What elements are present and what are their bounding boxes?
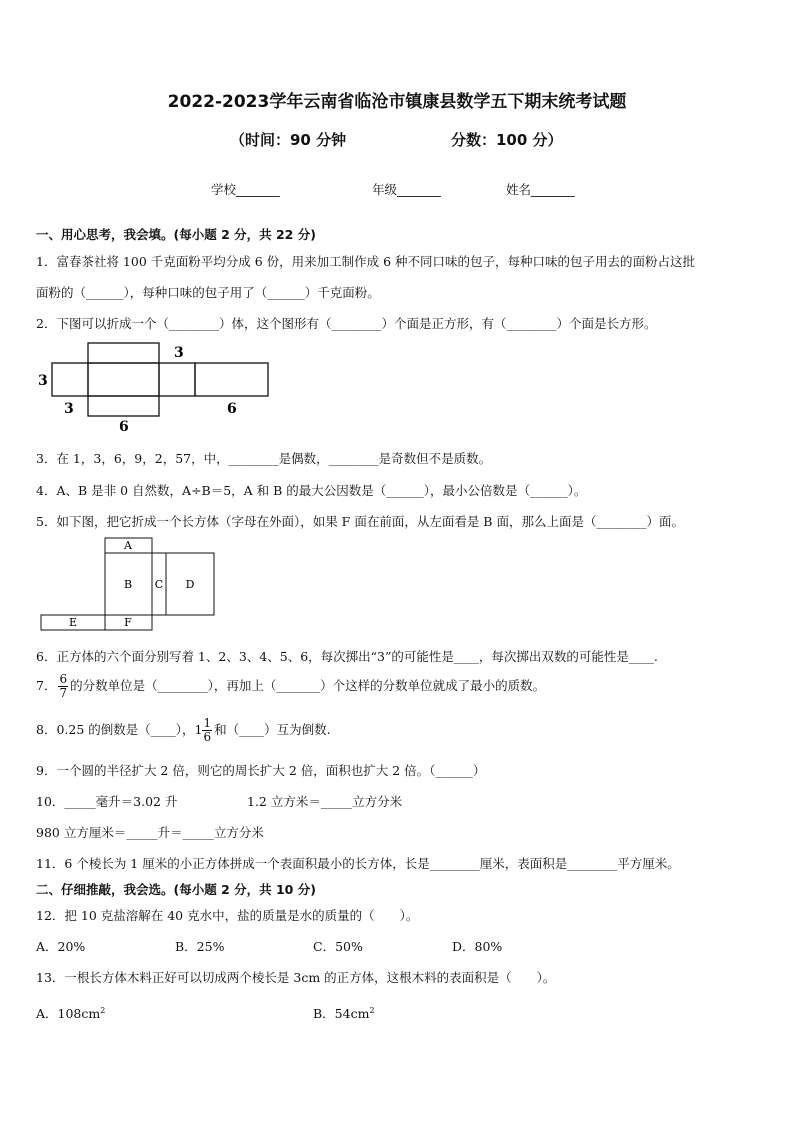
name-field: 姓名_______ [506, 182, 575, 197]
question-4-text: 4．A、B 是非 0 自然数，A÷B＝5，A 和 B 的最大公因数是（______），最小公倍数是（______）。 [36, 483, 587, 498]
question-9-text: 9．一个圆的半径扩大 2 倍，则它的周长扩大 2 倍，面积也扩大 2 倍。（______） [36, 763, 486, 778]
question-1-line-2: 面粉的（______），每种口味的包子用了（______）千克面粉。 [36, 285, 380, 300]
label-bottom-6: 6 [119, 419, 129, 435]
question-7 [36, 673, 545, 700]
question-13-option-b: B．$54cm^2$ [313, 1005, 375, 1021]
question-7-prefix: 7． [36, 678, 57, 693]
question-6-text: 6．正方体的六个面分别写着 1、2、3、4、5、6，每次掷出“3”的可能性是____，每次掷出双数的可能性是____. [36, 649, 658, 664]
section-2-heading: 二、仔细推敲，我会选。(每小题 2 分，共 10 分) [36, 882, 316, 897]
face-f-label: F [124, 616, 132, 629]
question-8-suffix: 和（____）互为倒数. [214, 722, 331, 737]
question-8 [36, 717, 331, 744]
net-left-face [52, 363, 88, 396]
face-e-label: E [68, 616, 78, 629]
question-12-option-c: C．50% [313, 939, 363, 954]
question-12-text: 12．把 10 克盐溶解在 40 克水中，盐的质量是水的质量的（ ）。 [36, 908, 419, 923]
question-2-text: 2．下图可以折成一个（________）体，这个图形有（________）个面是正方形，有（________）个面是长方形。 [36, 316, 657, 331]
question-10-line-2: 980 立方厘米＝_____升＝_____立方分米 [36, 825, 264, 840]
question-8-prefix: 8．0.25 的倒数是（____）， [36, 722, 195, 737]
net-front-face [88, 363, 159, 396]
face-d-label: D [185, 578, 195, 591]
fraction-six-sevenths: $\frac{6}{7}$ [59, 672, 68, 700]
page-title: 2022-2023学年云南省临沧市镇康县数学五下期末统考试题 [167, 92, 627, 112]
face-a-label: A [124, 539, 132, 552]
mixed-number-whole: 1 [194, 722, 203, 737]
question-13-text: 13．一根长方体木料正好可以切成两个棱长是 3cm 的正方体，这根木料的表面积是（ ）。 [36, 970, 556, 985]
question-5-text: 5．如下图，把它折成一个长方体（字母在外面），如果 F 面在前面，从左面看是 B 面，那么上面是（________）面。 [36, 514, 684, 529]
grade-field: 年级_______ [372, 182, 441, 197]
label-left-3: 3 [38, 373, 48, 389]
fraction-one-sixth: $\frac{1}{6}$ [203, 716, 212, 744]
cuboid-net-diagram [30, 340, 280, 435]
question-12-option-d: D．80% [452, 939, 503, 954]
label-bottom-left-3: 3 [64, 401, 74, 417]
net-bottom-face [88, 396, 159, 416]
question-11-text: 11．6 个棱长为 1 厘米的小正方体拼成一个表面积最小的长方体，长是________厘米，表面积是________平方厘米。 [36, 856, 680, 871]
section-1-heading: 一、用心思考，我会填。(每小题 2 分，共 22 分) [36, 227, 316, 242]
school-field: 学校_______ [211, 182, 280, 197]
net-back-face [195, 363, 268, 396]
question-7-text: 的分数单位是（________），再加上（_______）个这样的分数单位就成了最小的质数。 [70, 678, 546, 693]
lettered-net-diagram [38, 536, 220, 634]
question-13-option-a: A．$108cm^2$ [36, 1005, 106, 1021]
question-3-text: 3．在 1，3，6，9，2，57，中，________是偶数，________是奇数但不是质数。 [36, 451, 492, 466]
face-b-label: B [123, 578, 133, 591]
question-12-option-a: A．20% [36, 939, 86, 954]
label-bottom-right-6: 6 [227, 401, 237, 417]
exam-time: （时间：90 分钟 [230, 131, 347, 149]
net-top-face [88, 343, 159, 363]
question-10-part-1: 10．_____毫升＝3.02 升 [36, 794, 178, 809]
label-top-3: 3 [174, 345, 184, 361]
net-right-face [159, 363, 195, 396]
question-10-part-2: 1.2 立方米＝_____立方分米 [247, 794, 403, 809]
question-1-line-1: 1．富春茶社将 100 千克面粉平均分成 6 份，用来加工制作成 6 种不同口味的包子，每种口味的包子用去的面粉占这批 [36, 254, 696, 269]
exam-score: 分数：100 分） [451, 131, 563, 149]
question-12-option-b: B．25% [175, 939, 225, 954]
face-c-label: C [154, 578, 164, 591]
